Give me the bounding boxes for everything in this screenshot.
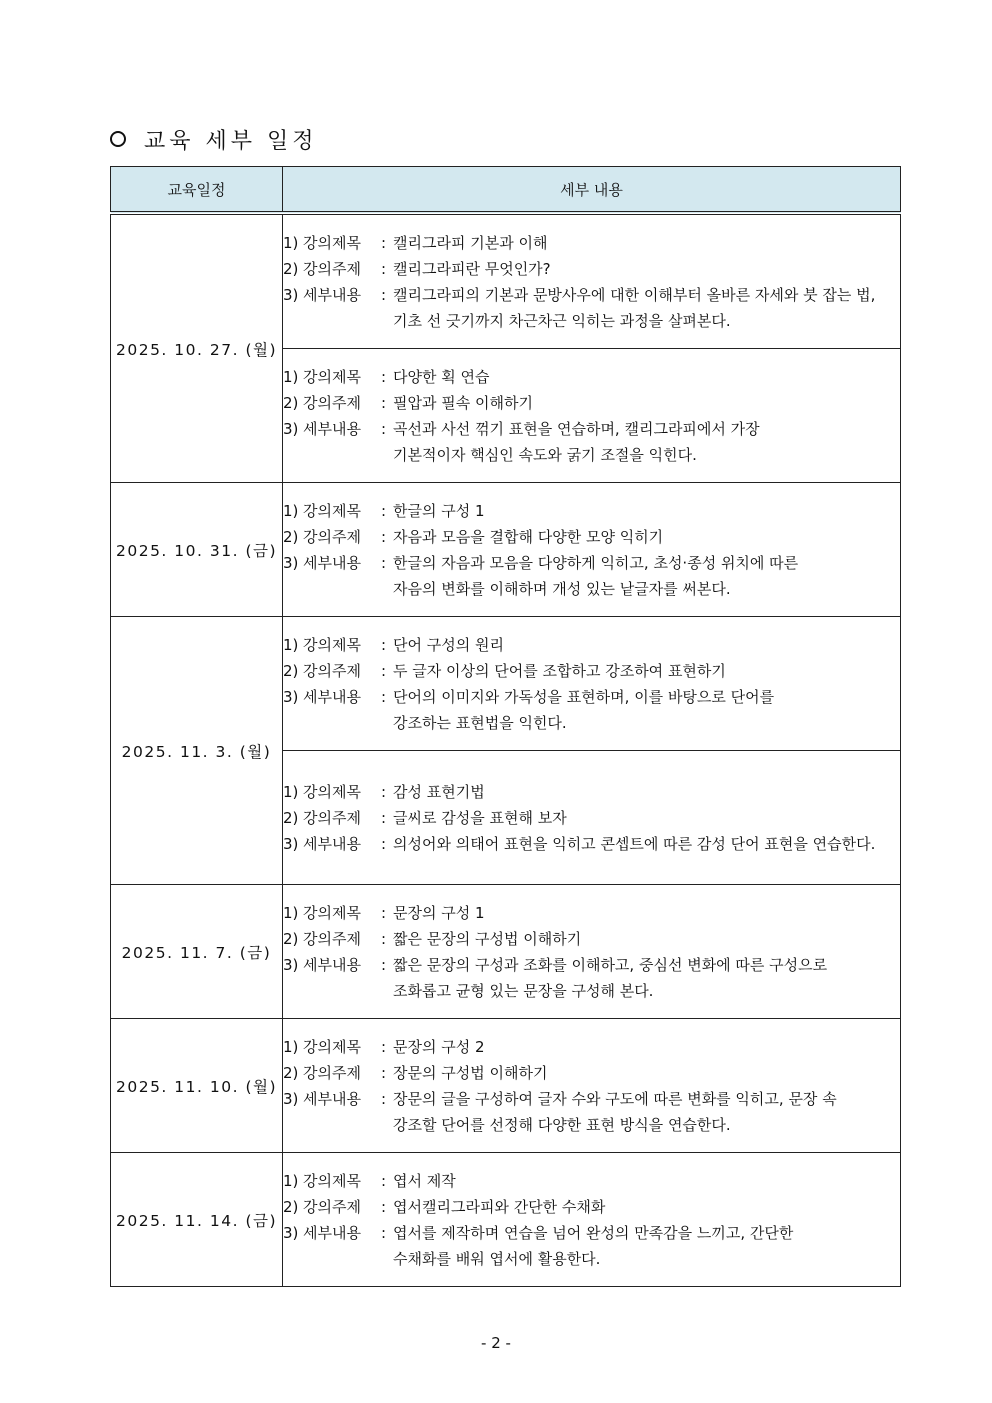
item-number: 3) <box>283 1223 299 1242</box>
item-value: 자음과 모음을 결합해 다양한 모양 익히기 <box>393 527 664 546</box>
session-detail <box>283 483 901 617</box>
detail-line-topic <box>283 256 900 282</box>
table-row <box>111 213 901 349</box>
item-number: 2) <box>283 661 299 680</box>
item-colon: : <box>381 782 387 801</box>
item-number: 2) <box>283 808 299 827</box>
item-value: 짧은 문장의 구성법 이해하기 <box>393 929 582 948</box>
detail-continuation: 조화롭고 균형 있는 문장을 구성해 본다. <box>393 981 654 1000</box>
item-number: 3) <box>283 285 299 304</box>
item-label: 세부내용 <box>303 285 361 304</box>
item-colon: : <box>381 259 387 278</box>
item-label: 강의제목 <box>303 367 361 386</box>
table-row <box>111 885 901 1019</box>
item-value: 다양한 획 연습 <box>393 367 490 386</box>
detail-line-detail <box>283 952 900 978</box>
session-detail <box>283 213 901 349</box>
detail-continuation: 기본적이자 핵심인 속도와 굵기 조절을 익힌다. <box>393 445 697 464</box>
detail-line-detail <box>283 1086 900 1112</box>
detail-line-title <box>283 779 900 805</box>
item-colon: : <box>381 1089 387 1108</box>
item-number: 2) <box>283 1197 299 1216</box>
schedule-table <box>110 166 901 1287</box>
header-date: 교육일정 <box>111 167 283 214</box>
detail-line-topic <box>283 658 900 684</box>
item-value: 짧은 문장의 구성과 조화를 이해하고, 중심선 변화에 따른 구성으로 <box>393 955 828 974</box>
item-value: 캘리그라피 기본과 이해 <box>393 233 548 252</box>
item-value: 캘리그라피란 무엇인가? <box>393 259 551 278</box>
table-row <box>111 483 901 617</box>
detail-continuation: 강조하는 표현법을 익힌다. <box>393 713 567 732</box>
item-label: 세부내용 <box>303 687 361 706</box>
item-number: 1) <box>283 782 299 801</box>
item-number: 2) <box>283 259 299 278</box>
item-colon: : <box>381 635 387 654</box>
item-value: 단어의 이미지와 가독성을 표현하며, 이를 바탕으로 단어를 <box>393 687 775 706</box>
page-number: - 2 - <box>481 1334 511 1352</box>
item-value: 두 글자 이상의 단어를 조합하고 강조하여 표현하기 <box>393 661 726 680</box>
item-number: 3) <box>283 553 299 572</box>
item-value: 장문의 구성법 이해하기 <box>393 1063 548 1082</box>
item-value: 장문의 글을 구성하여 글자 수와 구도에 따른 변화를 익히고, 문장 속 <box>393 1089 837 1108</box>
table-header-row <box>111 167 901 214</box>
item-number: 3) <box>283 687 299 706</box>
session-detail <box>283 751 901 885</box>
item-value: 필압과 필속 이해하기 <box>393 393 533 412</box>
item-label: 강의제목 <box>303 903 361 922</box>
item-value: 단어 구성의 원리 <box>393 635 504 654</box>
item-number: 1) <box>283 233 299 252</box>
detail-line-title <box>283 364 900 390</box>
item-label: 강의제목 <box>303 501 361 520</box>
item-number: 2) <box>283 1063 299 1082</box>
item-label: 강의주제 <box>303 1197 361 1216</box>
detail-line-detail <box>283 684 900 710</box>
item-value: 캘리그라피의 기본과 문방사우에 대한 이해부터 올바른 자세와 붓 잡는 법, <box>393 285 876 304</box>
item-label: 세부내용 <box>303 419 361 438</box>
session-detail <box>283 349 901 483</box>
item-number: 1) <box>283 903 299 922</box>
item-value: 곡선과 사선 꺾기 표현을 연습하며, 캘리그라피에서 가장 <box>393 419 760 438</box>
detail-line-topic <box>283 524 900 550</box>
item-number: 1) <box>283 635 299 654</box>
detail-line-detail <box>283 1220 900 1246</box>
item-colon: : <box>381 393 387 412</box>
item-number: 2) <box>283 527 299 546</box>
item-number: 1) <box>283 1037 299 1056</box>
item-number: 2) <box>283 393 299 412</box>
detail-line-title <box>283 632 900 658</box>
detail-line-title <box>283 1168 900 1194</box>
circle-bullet-icon <box>110 131 126 147</box>
item-colon: : <box>381 419 387 438</box>
item-label: 세부내용 <box>303 955 361 974</box>
detail-continuation: 기초 선 긋기까지 차근차근 익히는 과정을 살펴본다. <box>393 311 731 330</box>
header-detail: 세부 내용 <box>283 167 901 214</box>
item-label: 강의주제 <box>303 393 361 412</box>
detail-line-topic <box>283 1060 900 1086</box>
item-label: 강의제목 <box>303 635 361 654</box>
item-colon: : <box>381 687 387 706</box>
item-label: 강의주제 <box>303 929 361 948</box>
item-colon: : <box>381 1197 387 1216</box>
item-colon: : <box>381 834 387 853</box>
item-label: 세부내용 <box>303 553 361 572</box>
table-row <box>111 617 901 751</box>
item-value: 엽서를 제작하며 연습을 넘어 완성의 만족감을 느끼고, 간단한 <box>393 1223 794 1242</box>
detail-line-topic <box>283 390 900 416</box>
detail-line-title <box>283 1034 900 1060</box>
item-value: 엽서캘리그라피와 간단한 수채화 <box>393 1197 606 1216</box>
item-label: 강의제목 <box>303 1037 361 1056</box>
item-value: 한글의 자음과 모음을 다양하게 익히고, 초성·종성 위치에 따른 <box>393 553 799 572</box>
item-number: 3) <box>283 419 299 438</box>
session-detail <box>283 1019 901 1153</box>
section-heading <box>110 122 318 156</box>
table-body <box>111 213 901 1287</box>
schedule-date: 2025. 10. 27. (월) <box>111 213 283 483</box>
schedule-date: 2025. 11. 7. (금) <box>111 885 283 1019</box>
session-detail <box>283 1153 901 1287</box>
item-label: 강의주제 <box>303 259 361 278</box>
item-number: 1) <box>283 501 299 520</box>
item-number: 1) <box>283 1171 299 1190</box>
item-colon: : <box>381 367 387 386</box>
detail-line-title <box>283 900 900 926</box>
detail-line-topic <box>283 1194 900 1220</box>
item-label: 강의주제 <box>303 527 361 546</box>
item-number: 3) <box>283 1089 299 1108</box>
section-title: 교육 세부 일정 <box>144 128 318 154</box>
detail-line-title <box>283 230 900 256</box>
item-colon: : <box>381 1063 387 1082</box>
schedule-date: 2025. 11. 14. (금) <box>111 1153 283 1287</box>
item-label: 강의주제 <box>303 661 361 680</box>
item-colon: : <box>381 553 387 572</box>
item-colon: : <box>381 955 387 974</box>
schedule-date: 2025. 11. 3. (월) <box>111 617 283 885</box>
item-colon: : <box>381 285 387 304</box>
detail-continuation: 강조할 단어를 선정해 다양한 표현 방식을 연습한다. <box>393 1115 731 1134</box>
detail-line-detail <box>283 831 900 857</box>
item-number: 1) <box>283 367 299 386</box>
item-label: 강의주제 <box>303 1063 361 1082</box>
detail-line-topic <box>283 926 900 952</box>
item-colon: : <box>381 233 387 252</box>
item-label: 강의제목 <box>303 1171 361 1190</box>
item-colon: : <box>381 1037 387 1056</box>
item-colon: : <box>381 501 387 520</box>
detail-continuation: 자음의 변화를 이해하며 개성 있는 낱글자를 써본다. <box>393 579 731 598</box>
item-colon: : <box>381 1171 387 1190</box>
item-value: 글씨로 감성을 표현해 보자 <box>393 808 567 827</box>
detail-line-title <box>283 498 900 524</box>
item-value: 엽서 제작 <box>393 1171 456 1190</box>
table-row <box>111 1019 901 1153</box>
item-label: 강의제목 <box>303 233 361 252</box>
session-detail <box>283 617 901 751</box>
item-label: 세부내용 <box>303 1089 361 1108</box>
item-number: 3) <box>283 834 299 853</box>
item-value: 한글의 구성 1 <box>393 501 485 520</box>
detail-line-detail <box>283 550 900 576</box>
session-detail <box>283 885 901 1019</box>
item-label: 세부내용 <box>303 834 361 853</box>
detail-line-detail <box>283 416 900 442</box>
item-colon: : <box>381 661 387 680</box>
item-number: 3) <box>283 955 299 974</box>
item-colon: : <box>381 903 387 922</box>
item-label: 강의제목 <box>303 782 361 801</box>
detail-line-detail <box>283 282 900 308</box>
item-colon: : <box>381 808 387 827</box>
item-value: 문장의 구성 1 <box>393 903 485 922</box>
schedule-date: 2025. 10. 31. (금) <box>111 483 283 617</box>
item-value: 의성어와 의태어 표현을 익히고 콘셉트에 따른 감성 단어 표현을 연습한다. <box>393 834 876 853</box>
item-colon: : <box>381 929 387 948</box>
item-value: 문장의 구성 2 <box>393 1037 485 1056</box>
detail-line-topic <box>283 805 900 831</box>
item-colon: : <box>381 527 387 546</box>
item-label: 강의주제 <box>303 808 361 827</box>
table-row <box>111 1153 901 1287</box>
item-colon: : <box>381 1223 387 1242</box>
item-value: 감성 표현기법 <box>393 782 485 801</box>
item-label: 세부내용 <box>303 1223 361 1242</box>
item-number: 2) <box>283 929 299 948</box>
schedule-date: 2025. 11. 10. (월) <box>111 1019 283 1153</box>
detail-continuation: 수채화를 배워 엽서에 활용한다. <box>393 1249 601 1268</box>
